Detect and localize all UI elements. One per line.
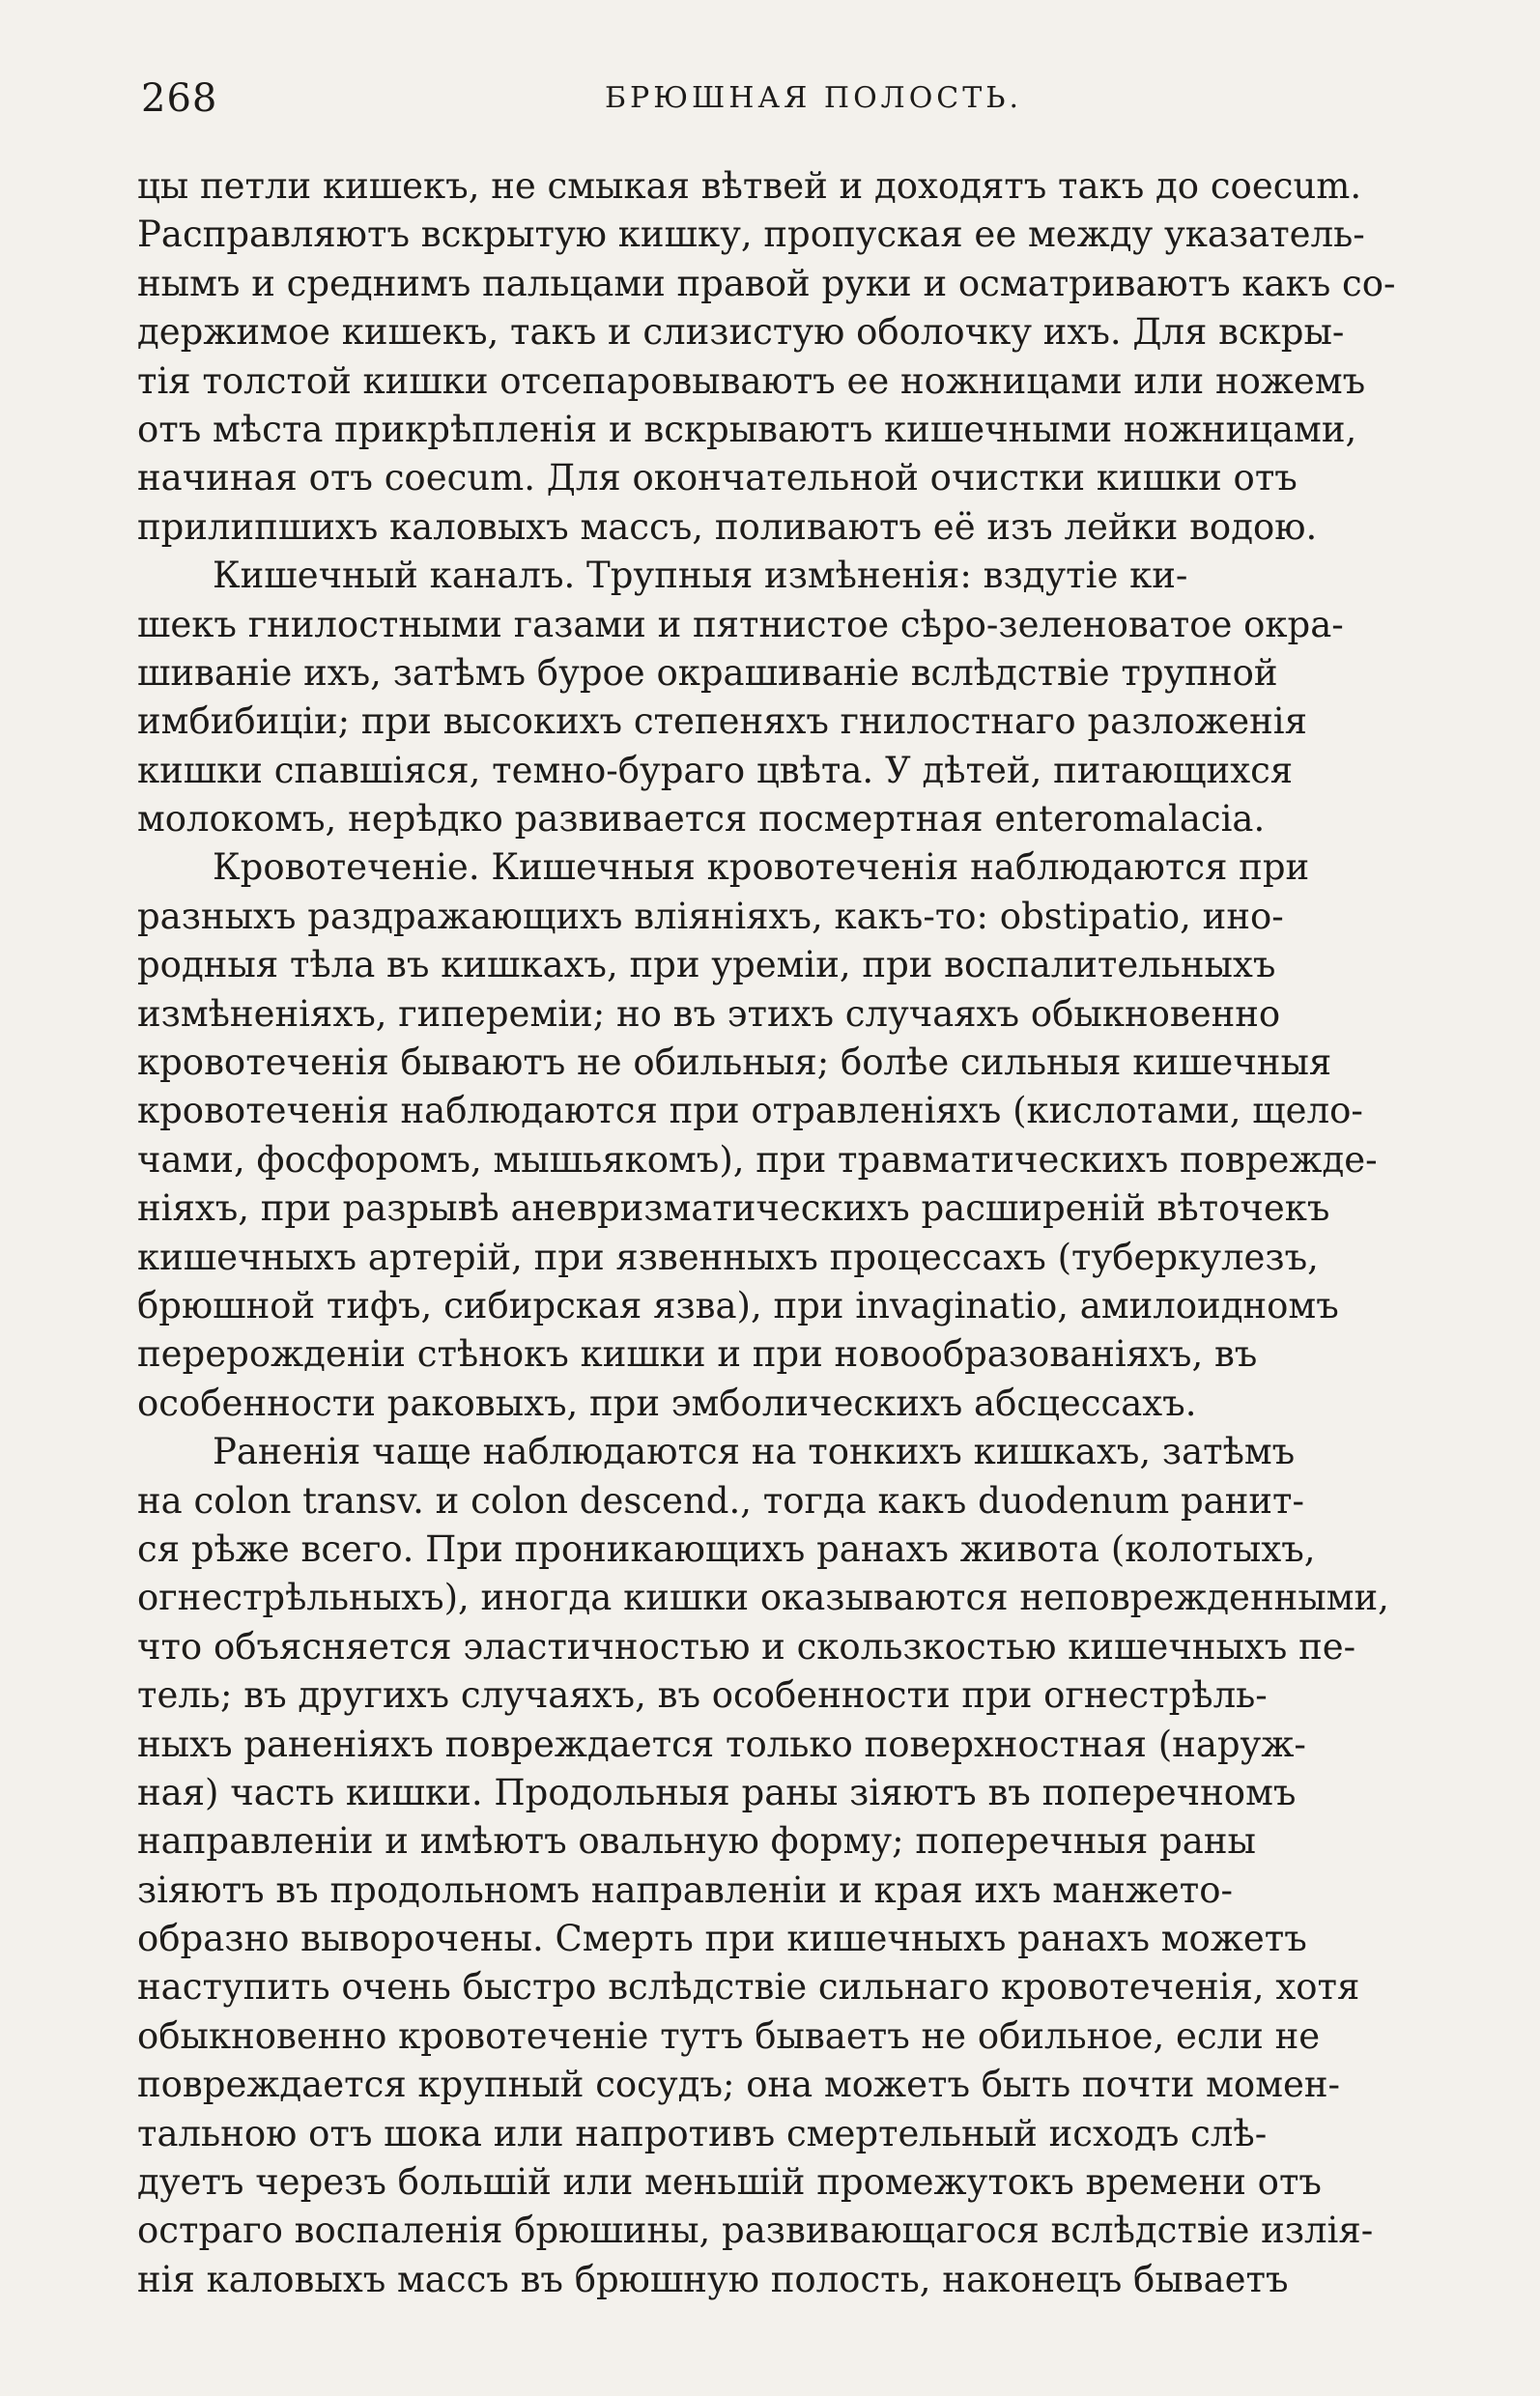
text-line: цы петли кишекъ, не смыкая вѣтвей и доходятъ такъ до coecum. <box>137 165 1362 207</box>
text-line: начиная отъ coecum. Для окончательной очистки кишки отъ <box>137 457 1298 499</box>
text-line: молокомъ, нерѣдко развивается посмертная enteromalacia. <box>137 798 1266 841</box>
text-line: разныхъ раздражающихъ вліяніяхъ, какъ-то: obstipatio, ино- <box>137 895 1284 937</box>
text-line: что объясняется эластичностью и скользкостью кишечныхъ пе- <box>137 1625 1356 1668</box>
section-heading-line: Кишечный каналъ. Трупныя измѣненія: вздутіе ки- <box>213 555 1188 597</box>
text-line: нія каловыхъ массъ въ брюшную полость, наконецъ бываетъ <box>137 2258 1289 2300</box>
text-line: кишечныхъ артерій, при язвенныхъ процессахъ (туберкулезъ, <box>137 1236 1319 1278</box>
text-line: нымъ и среднимъ пальцами правой руки и осматриваютъ какъ со- <box>137 262 1396 304</box>
text-line: имбибиціи; при высокихъ степеняхъ гнилостнаго разложенія <box>137 700 1307 743</box>
text-line: шекъ гнилостными газами и пятнистое сѣро-зеленоватое окра- <box>137 603 1344 645</box>
text-line: чами, фосфоромъ, мышьякомъ), при травматическихъ поврежде- <box>137 1138 1378 1181</box>
text-line: шиваніе ихъ, затѣмъ бурое окрашиваніе вслѣдствіе трупной <box>137 651 1278 694</box>
text-line: тель; въ другихъ случаяхъ, въ особенности при огнестрѣль- <box>137 1674 1268 1717</box>
text-line: ніяхъ, при разрывѣ аневризматическихъ расширеній вѣточекъ <box>137 1187 1330 1230</box>
page-header <box>141 70 1474 128</box>
text-line: перерожденіи стѣнокъ кишки и при новообразованіяхъ, въ <box>137 1333 1258 1376</box>
text-line: ныхъ раненіяхъ повреждается только поверхностная (наруж- <box>137 1723 1306 1765</box>
text-line: брюшной тифъ, сибирская язва), при invaginatio, амилоидномъ <box>137 1284 1339 1326</box>
text-line: наступить очень быстро вслѣдствіе сильнаго кровотеченія, хотя <box>137 1966 1360 2009</box>
section-heading-line: Кровотеченіе. Кишечныя кровотеченія наблюдаются при <box>213 846 1310 889</box>
running-title: БРЮШНАЯ ПОЛОСТЬ. <box>605 81 1023 115</box>
text-line: особенности раковыхъ, при эмболическихъ абсцессахъ. <box>137 1382 1197 1424</box>
text-line: остраго воспаленія брюшины, развивающагося вслѣдствіе излія- <box>137 2210 1374 2252</box>
body-text <box>137 162 1472 2304</box>
page-number: 268 <box>141 76 218 121</box>
text-line: ная) часть кишки. Продольныя раны зіяютъ въ поперечномъ <box>137 1771 1297 1813</box>
text-line: на colon transv. и colon descend., тогда какъ duodenum ранит- <box>137 1479 1305 1522</box>
text-line: кровотеченія наблюдаются при отравленіяхъ (кислотами, щело- <box>137 1090 1363 1132</box>
text-line: повреждается крупный сосудъ; она можетъ быть почти момен- <box>137 2064 1341 2106</box>
text-line: огнестрѣльныхъ), иногда кишки оказываются неповрежденными, <box>137 1577 1389 1619</box>
text-line: кровотеченія бываютъ не обильныя; болѣе сильныя кишечныя <box>137 1041 1332 1084</box>
text-line: отъ мѣста прикрѣпленія и вскрываютъ кишечными ножницами, <box>137 408 1357 450</box>
text-line: обыкновенно кровотеченіе тутъ бываетъ не обильное, если не <box>137 2014 1321 2057</box>
text-line: прилипшихъ каловыхъ массъ, поливаютъ её изъ лейки водою. <box>137 505 1318 548</box>
text-line: дуетъ черезъ большій или меньшій промежутокъ времени отъ <box>137 2161 1322 2204</box>
section-heading-line: Раненія чаще наблюдаются на тонкихъ кишкахъ, затѣмъ <box>213 1431 1296 1473</box>
text-line: тальною отъ шока или напротивъ смертельный исходъ слѣ- <box>137 2112 1268 2154</box>
text-line: ся рѣже всего. При проникающихъ ранахъ живота (колотыхъ, <box>137 1527 1316 1570</box>
text-line: родныя тѣла въ кишкахъ, при уреміи, при воспалительныхъ <box>137 944 1276 986</box>
text-line: кишки спавшіяся, темно-бураго цвѣта. У дѣтей, питающихся <box>137 749 1294 791</box>
text-line: зіяютъ въ продольномъ направленіи и края ихъ манжето- <box>137 1868 1233 1911</box>
text-line: измѣненіяхъ, гипереміи; но въ этихъ случаяхъ обыкновенно <box>137 992 1281 1035</box>
text-line: Расправляютъ вскрытую кишку, пропуская ее между указатель- <box>137 214 1365 256</box>
text-line: держимое кишекъ, такъ и слизистую оболочку ихъ. Для вскры- <box>137 311 1345 354</box>
text-line: направленіи и имѣютъ овальную форму; поперечныя раны <box>137 1820 1256 1863</box>
text-line: образно выворочены. Смерть при кишечныхъ ранахъ можетъ <box>137 1918 1307 1960</box>
text-line: тія толстой кишки отсепаровываютъ ее ножницами или ножемъ <box>137 359 1366 402</box>
